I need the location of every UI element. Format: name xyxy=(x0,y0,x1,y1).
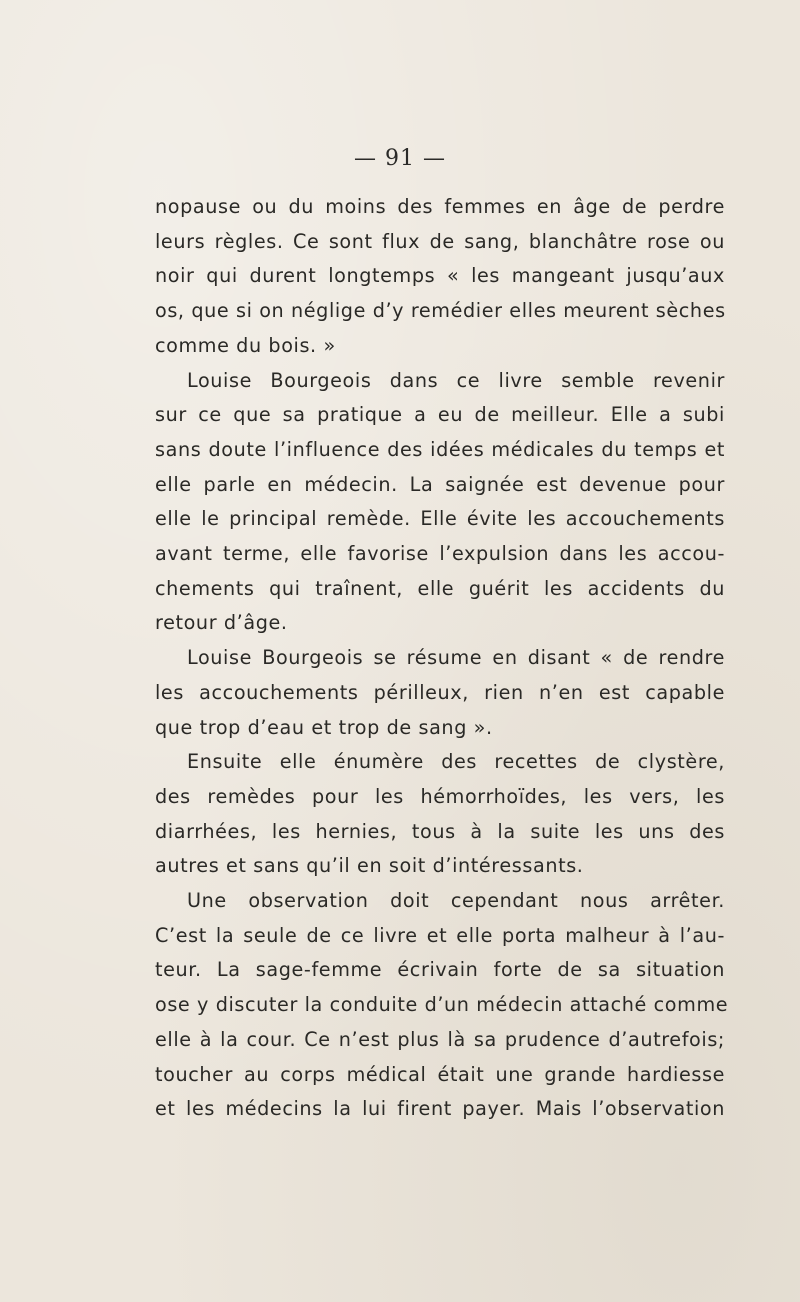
text-line: avant terme, elle favorise l’expulsion dans les accou- xyxy=(155,542,725,566)
paragraph xyxy=(155,364,725,642)
text-line: elle le principal remède. Elle évite les accouchements xyxy=(155,507,725,531)
text-line: os, que si on néglige d’y remédier elles meurent sèches xyxy=(155,299,726,323)
paragraph xyxy=(155,745,725,884)
text-line: sur ce que sa pratique a eu de meilleur. Elle a subi xyxy=(155,403,725,427)
paragraph xyxy=(155,641,725,745)
text-line: ose y discuter la conduite d’un médecin attaché comme xyxy=(155,993,729,1017)
text-line: les accouchements périlleux, rien n’en est capable xyxy=(155,680,725,704)
text-line: Louise Bourgeois dans ce livre semble revenir xyxy=(187,368,725,392)
text-line: des remèdes pour les hémorrhoïdes, les vers, les xyxy=(155,784,725,808)
text-line: Louise Bourgeois se résume en disant « de rendre xyxy=(187,646,725,670)
text-line: autres et sans qu’il en soit d’intéressants. xyxy=(155,854,584,878)
paragraph xyxy=(155,884,729,1127)
page-number: — 91 — xyxy=(354,146,446,171)
text-line: sans doute l’influence des idées médicales du temps et xyxy=(155,437,725,461)
paragraph xyxy=(155,190,725,364)
text-line: nopause ou du moins des femmes en âge de perdre xyxy=(155,195,725,218)
text-line: teur. La sage-femme écrivain forte de sa situation xyxy=(155,958,725,982)
text-line: C’est la seule de ce livre et elle porta malheur à l’au- xyxy=(155,923,725,947)
text-line: et les médecins la lui firent payer. Mais l’observation xyxy=(155,1097,725,1121)
text-line: que trop d’eau et trop de sang ». xyxy=(155,715,493,739)
text-line: toucher au corps médical était une grande hardiesse xyxy=(155,1062,725,1086)
text-line: diarrhées, les hernies, tous à la suite les uns des xyxy=(155,819,725,843)
text-line: retour d’âge. xyxy=(155,611,288,635)
text-line: Une observation doit cependant nous arrêter. xyxy=(187,889,725,913)
text-line: elle parle en médecin. La saignée est devenue pour xyxy=(155,472,725,496)
text-line: noir qui durent longtemps « les mangeant jusqu’aux xyxy=(155,264,725,288)
text-line: leurs règles. Ce sont flux de sang, blanchâtre rose ou xyxy=(155,229,725,253)
text-line: comme du bois. » xyxy=(155,333,336,357)
text-line: chements qui traînent, elle guérit les accidents du xyxy=(155,576,725,600)
text-line: Ensuite elle énumère des recettes de clystère, xyxy=(187,750,725,774)
text-line: elle à la cour. Ce n’est plus là sa prudence d’autrefois; xyxy=(155,1027,725,1051)
body-text xyxy=(155,190,729,1127)
